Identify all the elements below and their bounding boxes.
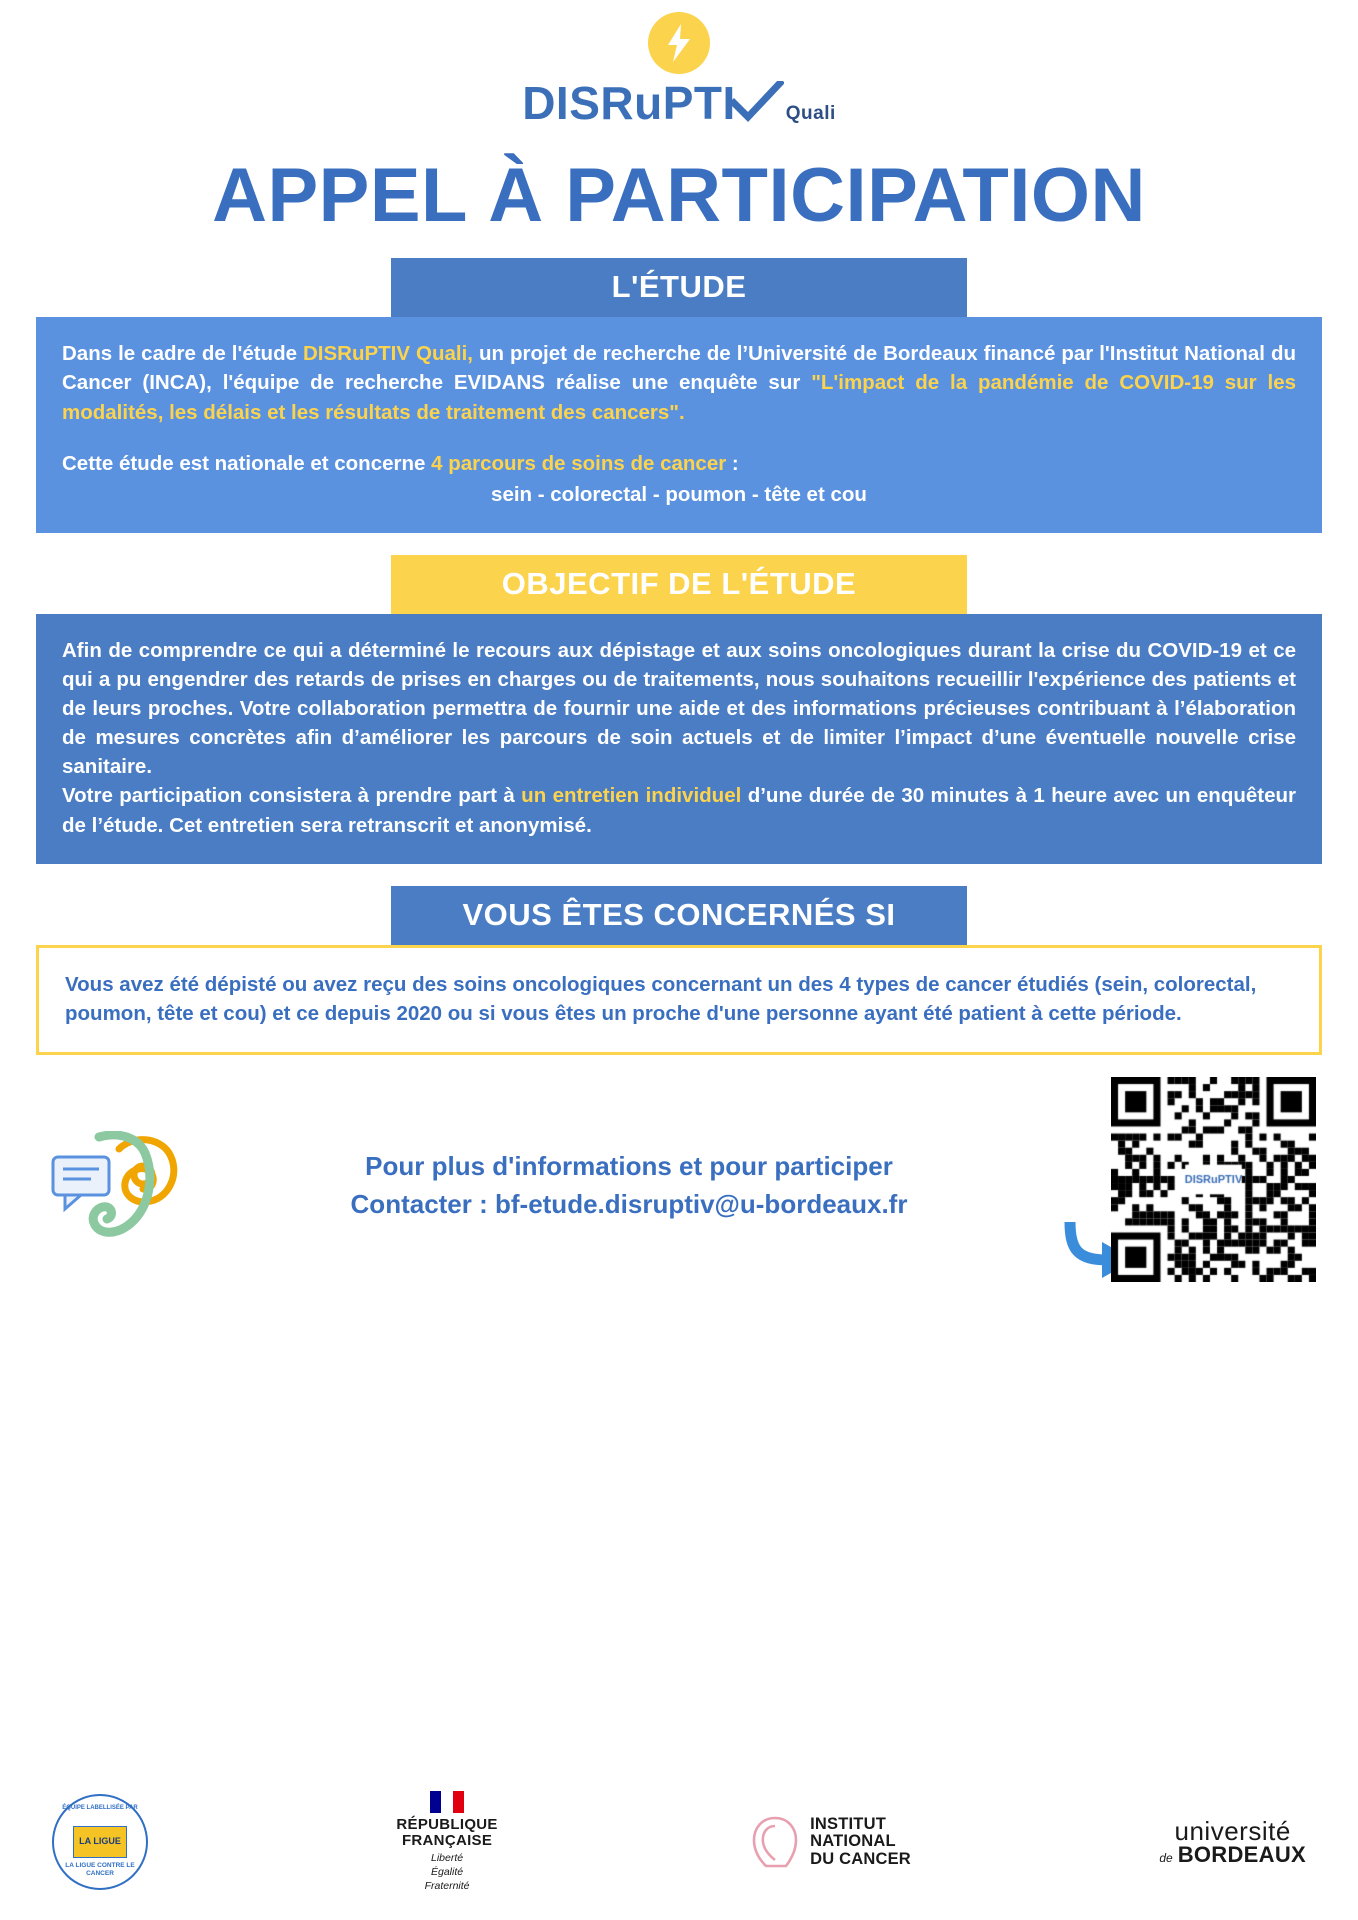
text-run-3: "L'impact de la pandémie de COVID-19 sur les modalités, les délais et les résultats de traitement des cancers". [62,371,1296,424]
ub-line-1: université [1174,1816,1291,1846]
ub-line-2: de [1159,1851,1173,1865]
rf-line-1: RÉPUBLIQUE [396,1815,498,1833]
section-body-concernes [36,945,1322,1055]
text-run-2: un projet de recherche de l’Université de Bordeaux financé par l'Institut National du Cancer (INCA), l'équipe de recherche EVIDANS réalise une enquête sur [62,342,1296,395]
ligue-bottom-text: LA LIGUE CONTRE LE CANCER [65,1861,135,1877]
section-header-concernes: VOUS ÊTES CONCERNÉS SI [391,886,967,945]
french-flag-icon [430,1791,464,1813]
text-run-1: DISRuPTIV Quali, [302,342,473,366]
logo-universite-de-bordeaux [1159,1818,1306,1866]
ligue-top-text: ÉQUIPE LABELLISÉE PAR [62,1805,138,1811]
paragraph-etude-1 [62,339,1296,426]
text-run-2: d’une durée de 30 minutes à 1 heure avec un enquêteur de l’étude. Cet entretien sera retranscrit et anonymisé. [62,784,1296,837]
brand-suffix-text: Quali [785,103,836,124]
contact-line-2[interactable]: Contacter : bf-etude.disruptiv@u-bordeaux.fr [350,1188,908,1219]
logo-institut-national-du-cancer [746,1812,911,1872]
rf-motto-line: Liberté [431,1852,464,1865]
footer-logos [0,1782,1358,1902]
inca-line-1: INSTITUT [810,1814,886,1833]
rf-line-2: FRANÇAISE [401,1831,493,1849]
paragraph-objectif-2 [62,781,1296,839]
ligue-inner-text: LA LIGUE [73,1826,127,1858]
text-run-1: un entretien individuel [521,784,742,808]
text-run-1: 4 parcours de soins de cancer [431,451,727,475]
contact-text [172,1148,1086,1223]
paragraph-etude-2 [62,449,1296,509]
ub-line-3: BORDEAUX [1177,1842,1306,1867]
section-body-objectif [36,614,1322,864]
paragraph-concernes-1 [65,970,1293,1028]
check-icon [730,81,784,132]
text-run-0: Dans le cadre de l'étude [62,342,303,366]
text-run-2: : [726,451,739,475]
qr-code[interactable] [1111,1077,1316,1282]
contact-line-1: Pour plus d'informations et pour participer [365,1151,893,1182]
qr-area [1086,1081,1316,1291]
brand-logo [36,0,1322,132]
inca-line-3: DU CANCER [810,1849,911,1868]
section-header-etude: L'ÉTUDE [391,258,967,317]
logo-ligue-contre-le-cancer [52,1794,148,1890]
text-run-0: Votre participation consistera à prendre part à [62,784,522,808]
brand-main-text: DISRuPTI [522,77,736,129]
text-run-0: Cette étude est nationale et concerne [62,451,432,475]
section-body-etude [36,317,1322,533]
rf-motto [396,1852,497,1893]
rf-motto-line: Égalité [431,1865,464,1878]
inca-mark-icon [746,1812,804,1872]
section-header-objectif: OBJECTIF DE L'ÉTUDE [391,555,967,614]
page-title: APPEL À PARTICIPATION [212,153,1146,239]
paragraph-objectif-1 [62,636,1296,782]
logo-republique-francaise [396,1791,497,1893]
text-run-0: Afin de comprendre ce qui a déterminé le recours aux dépistage et aux soins oncologiques durant la crise du COVID-19 et ce qui a pu engendrer des retards de prises en charges ou de traitements, nous souhaitons recueillir l'expérience des patients et de leurs proches. Votre collaboration permettra de fournir une aide et des informations précieuses contribuant à l’élaboration de mesures concrètes afin d’améliorer les parcours de soin actuels et de limiter l’impact d’une éventuelle nouvelle crise sanitaire. [62,638,1296,779]
lightning-bolt-icon [648,12,710,74]
contact-block [36,1081,1322,1291]
text-run-0: Vous avez été dépisté ou avez reçu des soins oncologiques concernant un des 4 types de cancer étudiés (sein, colorectal, poumon, tête et cou) et ce depuis 2020 ou si vous êtes un proche d'une personne ayant été patient à cette période. [65,972,1257,1025]
email-phone-icon [42,1131,192,1241]
brand-wordmark [522,77,836,132]
centered-text-line: sein - colorectal - poumon - tête et cou [491,482,867,506]
rf-motto-line: Fraternité [424,1879,470,1892]
inca-line-2: NATIONAL [810,1832,896,1851]
